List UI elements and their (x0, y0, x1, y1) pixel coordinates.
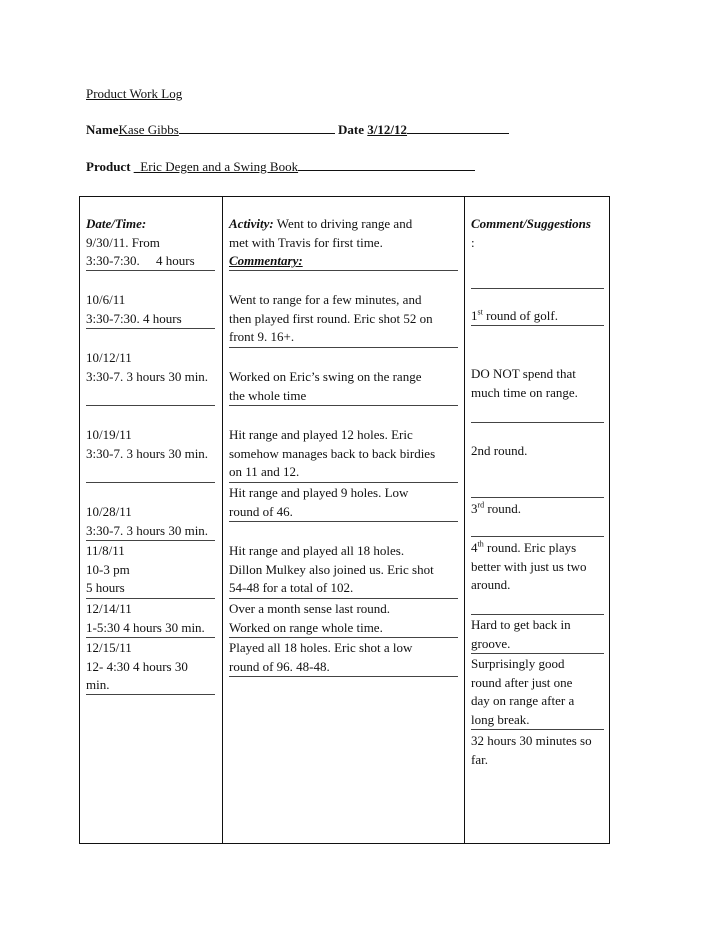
commentary-line: the whole time (229, 387, 307, 403)
comments-heading: Comment/Suggestions (471, 216, 591, 231)
entry-date-3: 10/12/11 (86, 350, 132, 365)
entry-time-8-cont: min. (86, 677, 110, 693)
comment-entry-3 (471, 365, 578, 402)
comment-line: around. (471, 577, 511, 593)
entry-date-5: 10/28/11 (86, 504, 132, 519)
name-row (86, 122, 509, 138)
comment-line: DO NOT spend that (471, 366, 576, 381)
comment-entry-5 (471, 500, 521, 519)
comment-text: round of golf. (482, 308, 558, 323)
date-entry-7 (86, 600, 205, 637)
entry-time-7: 1-5:30 4 hours 30 min. (86, 619, 205, 635)
commentary-line: on 11 and 12. (229, 464, 300, 480)
entry-date-2: 10/6/11 (86, 292, 126, 307)
comment-entry-4 (471, 442, 527, 461)
commentary-line: Dillon Mulkey also joined us. Eric shot (229, 561, 434, 577)
entry-date-4: 10/19/11 (86, 427, 132, 442)
date-label: Date (338, 122, 365, 137)
commentary-line: round of 96. 48-48. (229, 658, 330, 674)
ordinal-suffix: th (477, 539, 484, 549)
comment-entry-7 (471, 616, 571, 653)
document-title: Product Work Log (86, 86, 183, 101)
entry-time-1: 3:30-7:30. 4 hours (86, 253, 195, 269)
date-entry-8 (86, 639, 188, 695)
entry-time-8: 12- 4:30 4 hours 30 (86, 658, 188, 674)
entry-time-2: 3:30-7:30. 4 hours (86, 310, 182, 326)
column-divider-1 (222, 196, 223, 844)
commentary-entry-8 (229, 639, 412, 676)
entry-date-7: 12/14/11 (86, 601, 132, 616)
comments-heading-cont: : (471, 234, 475, 250)
comment-line: 32 hours 30 minutes so (471, 733, 592, 748)
comment-line: far. (471, 751, 488, 767)
date-entry-4 (86, 426, 208, 463)
name-value: Kase Gibbs (118, 122, 179, 137)
commentary-entry-4 (229, 426, 435, 482)
ordinal-suffix: rd (477, 500, 485, 510)
product-value: Eric Degen and a Swing Book (140, 159, 299, 174)
commentary-line: then played first round. Eric shot 52 on (229, 310, 433, 326)
comment-line: much time on range. (471, 384, 578, 400)
ordinal-suffix: st (477, 307, 483, 317)
comment-line: day on range after a (471, 693, 575, 709)
comment-text: round. Eric plays (483, 540, 577, 555)
round-number: 1 (471, 308, 478, 323)
commentary-line: Hit range and played 9 holes. Low (229, 485, 409, 500)
commentary-line: round of 46. (229, 503, 293, 519)
date-entry-2 (86, 291, 182, 328)
commentary-line: Worked on Eric’s swing on the range (229, 369, 422, 384)
comment-line: better with just us two (471, 558, 587, 574)
commentary-line: Over a month sense last round. (229, 601, 391, 616)
activity-text: Went to driving range and (273, 216, 413, 231)
comment-line: long break. (471, 711, 530, 727)
activity-column (229, 215, 412, 271)
entry-time-3: 3:30-7. 3 hours 30 min. (86, 368, 209, 384)
comment-line: Hard to get back in (471, 617, 571, 632)
date-time-column (86, 215, 195, 271)
commentary-line: Played all 18 holes. Eric shot a low (229, 640, 413, 655)
commentary-line: Worked on range whole time. (229, 619, 383, 635)
commentary-entry-5 (229, 484, 408, 521)
date-time-heading: Date/Time: (86, 216, 147, 231)
commentary-entry-6 (229, 542, 434, 598)
commentary-line: Went to range for a few minutes, and (229, 292, 422, 307)
commentary-entry-3 (229, 368, 421, 405)
commentary-line: somehow manages back to back birdies (229, 445, 436, 461)
comment-line: Surprisingly good (471, 656, 565, 671)
date-entry-5 (86, 503, 208, 540)
product-blank (298, 159, 475, 171)
date-entry-3 (86, 349, 208, 386)
name-blank (179, 122, 335, 134)
product-label: Product (86, 159, 131, 174)
commentary-entry-2 (229, 291, 433, 347)
comment-line: groove. (471, 635, 511, 651)
entry-date-1: 9/30/11. From (86, 234, 160, 250)
name-label: Name (86, 122, 119, 137)
round-number: 3 (471, 501, 478, 516)
comment-line: 2nd round. (471, 443, 528, 458)
comment-entry-2 (471, 307, 558, 326)
commentary-label: Commentary: (229, 253, 303, 269)
commentary-line: Hit range and played all 18 holes. (229, 543, 405, 558)
entry-date-8: 12/15/11 (86, 640, 132, 655)
commentary-line: 54-48 for a total of 102. (229, 580, 354, 596)
product-row: Product _Eric Degen and a Swing Book (86, 159, 475, 175)
comment-entry-8 (471, 655, 574, 729)
entry-date-6: 11/8/11 (86, 543, 125, 558)
date-entry-6 (86, 542, 130, 598)
comment-entry-6 (471, 539, 587, 595)
date-blank (407, 122, 509, 134)
commentary-line: front 9. 16+. (229, 329, 295, 345)
date-value: 3/12/12 (367, 122, 408, 137)
comment-text: round. (484, 501, 522, 516)
commentary-line: Hit range and played 12 holes. Eric (229, 427, 413, 442)
entry-hours-6: 5 hours (86, 580, 125, 596)
activity-label: Activity: (229, 216, 274, 231)
entry-time-5: 3:30-7. 3 hours 30 min. (86, 522, 209, 538)
entry-time-4: 3:30-7. 3 hours 30 min. (86, 445, 209, 461)
activity-text-2: met with Travis for first time. (229, 234, 383, 250)
commentary-entry-7 (229, 600, 390, 637)
comment-line: round after just one (471, 674, 573, 690)
entry-time-6: 10-3 pm (86, 561, 130, 577)
total-hours-note (471, 732, 592, 769)
comments-column (471, 215, 591, 252)
column-divider-2 (464, 196, 465, 844)
round-number: 4 (471, 540, 478, 555)
